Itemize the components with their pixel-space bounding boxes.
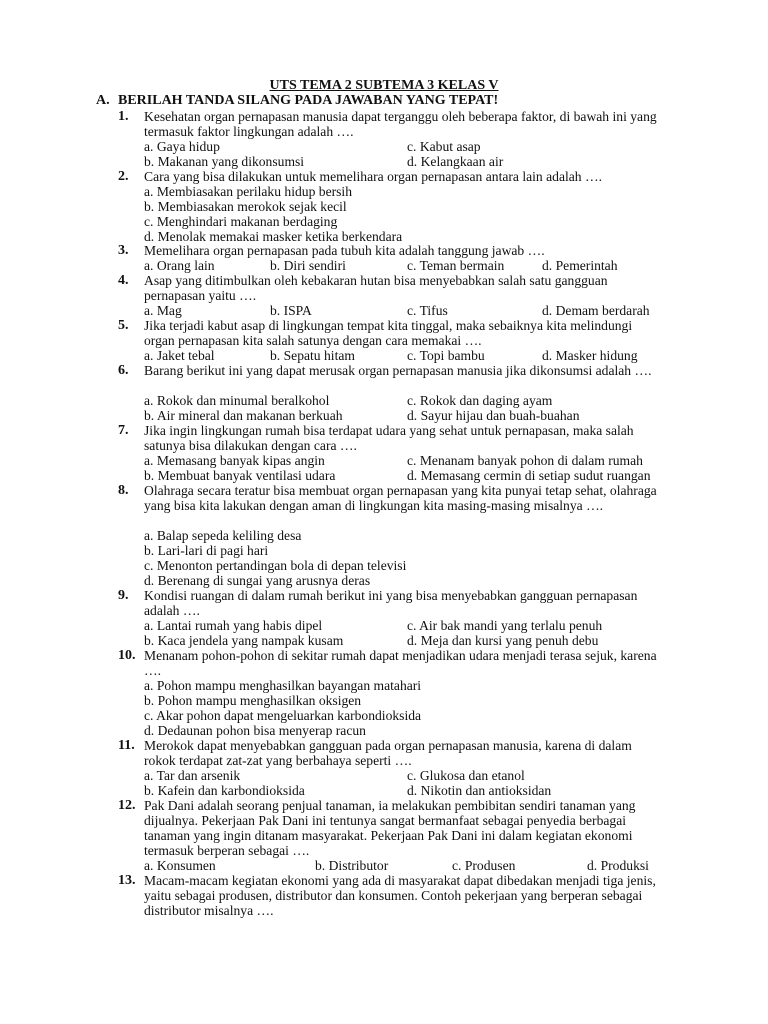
question-text: Cara yang bisa dilakukan untuk memelihara organ pernapasan antara lain adalah …. (144, 169, 602, 184)
answer-option[interactable]: b. Kaca jendela yang nampak kusam (144, 633, 344, 648)
answer-option[interactable]: b. Air mineral dan makanan berkuah (144, 408, 343, 423)
answer-option[interactable]: b. Diri sendiri (270, 258, 346, 273)
answer-option[interactable]: c. Rokok dan daging ayam (407, 393, 553, 408)
answer-option[interactable]: b. Pohon mampu menghasilkan oksigen (144, 693, 362, 708)
answer-option[interactable]: b. Kafein dan karbondioksida (144, 783, 305, 798)
answer-option[interactable]: a. Membiasakan perilaku hidup bersih (144, 184, 353, 199)
answer-option[interactable]: b. Lari-lari di pagi hari (144, 543, 269, 558)
section-letter: A. (96, 93, 110, 108)
question-number: 13. (118, 873, 136, 888)
answer-option[interactable]: d. Kelangkaan air (407, 154, 504, 169)
question-text: Macam-macam kegiatan ekonomi yang ada di masyarakat dapat dibedakan menjadi tiga jenis, yaitu sebagai produsen, distributor dan konsumen. Contoh pekerjaan yang berperan sebagai distributor misalnya …. (144, 873, 656, 918)
section-heading (96, 93, 498, 109)
question-number: 10. (118, 648, 136, 663)
question-number: 6. (118, 363, 129, 378)
question-text: Barang berikut ini yang dapat merusak organ pernapasan manusia jika dikonsumsi adalah …. (144, 363, 652, 378)
answer-option[interactable]: c. Kabut asap (407, 139, 481, 154)
answer-option[interactable]: d. Memasang cermin di setiap sudut ruangan (407, 468, 651, 483)
answer-option[interactable]: c. Glukosa dan etanol (407, 768, 525, 783)
answer-option[interactable]: d. Meja dan kursi yang penuh debu (407, 633, 599, 648)
answer-option[interactable]: c. Air bak mandi yang terlalu penuh (407, 618, 603, 633)
question-number: 7. (118, 423, 129, 438)
answer-option[interactable]: a. Pohon mampu menghasilkan bayangan matahari (144, 678, 422, 693)
answer-option[interactable]: d. Pemerintah (542, 258, 618, 273)
answer-option[interactable]: c. Topi bambu (407, 348, 485, 363)
answer-option[interactable]: a. Memasang banyak kipas angin (144, 453, 325, 468)
answer-option[interactable]: b. Makanan yang dikonsumsi (144, 154, 305, 169)
question-number: 5. (118, 318, 129, 333)
answer-option[interactable]: d. Menolak memakai masker ketika berkendara (144, 229, 403, 244)
question-number: 12. (118, 798, 136, 813)
question-number: 9. (118, 588, 129, 603)
section-label: BERILAH TANDA SILANG PADA JAWABAN YANG TEPAT! (118, 93, 499, 108)
question-text: Pak Dani adalah seorang penjual tanaman, ia melakukan pembibitan sendiri tanaman yang dijualnya. Pekerjaan Pak Dani ini tentunya sangat bermanfaat sebagai penyedia berbagai tanaman yang ingin ditanam masyarakat. Pekerjaan Pak Dani ini dalam kegiatan ekonomi termasuk berperan sebagai …. (144, 798, 636, 858)
question-text: Kondisi ruangan di dalam rumah berikut ini yang bisa menyebabkan gangguan pernapasan adalah …. (144, 588, 638, 618)
question-number: 1. (118, 109, 129, 124)
answer-option[interactable]: a. Lantai rumah yang habis dipel (144, 618, 323, 633)
answer-option[interactable]: c. Akar pohon dapat mengeluarkan karbondioksida (144, 708, 422, 723)
question-number: 8. (118, 483, 129, 498)
answer-option[interactable]: d. Dedaunan pohon bisa menyerap racun (144, 723, 366, 738)
answer-option[interactable]: a. Mag (144, 303, 182, 318)
answer-option[interactable]: a. Rokok dan minumal beralkohol (144, 393, 330, 408)
question-text: Merokok dapat menyebabkan gangguan pada organ pernapasan manusia, karena di dalam rokok terdapat zat-zat yang berbahaya seperti …. (144, 738, 632, 768)
question-number: 11. (118, 738, 135, 753)
answer-option[interactable]: c. Produsen (452, 858, 516, 873)
answer-option[interactable]: c. Tifus (407, 303, 448, 318)
question-text: Asap yang ditimbulkan oleh kebakaran hutan bisa menyebabkan salah satu gangguan pernapasan yaitu …. (144, 273, 608, 303)
answer-option[interactable]: a. Orang lain (144, 258, 215, 273)
answer-option[interactable]: b. Membuat banyak ventilasi udara (144, 468, 336, 483)
answer-option[interactable]: d. Masker hidung (542, 348, 638, 363)
answer-option[interactable]: d. Nikotin dan antioksidan (407, 783, 552, 798)
answer-option[interactable]: c. Menghindari makanan berdaging (144, 214, 338, 229)
answer-option[interactable]: d. Berenang di sungai yang arusnya deras (144, 573, 371, 588)
question-text: Kesehatan organ pernapasan manusia dapat terganggu oleh beberapa faktor, di bawah ini yang termasuk faktor lingkungan adalah …. (144, 109, 657, 139)
answer-option[interactable]: d. Demam berdarah (542, 303, 650, 318)
question-number: 4. (118, 273, 129, 288)
answer-option[interactable]: d. Sayur hijau dan buah-buahan (407, 408, 580, 423)
question-number: 3. (118, 243, 129, 258)
question-text: Olahraga secara teratur bisa membuat organ pernapasan yang kita punyai tetap sehat, olahraga yang bisa kita lakukan dengan aman di lingkungan kita masing-masing misalnya …. (144, 483, 657, 513)
answer-option[interactable]: a. Konsumen (144, 858, 216, 873)
answer-option[interactable]: a. Balap sepeda keliling desa (144, 528, 302, 543)
answer-option[interactable]: b. Sepatu hitam (270, 348, 355, 363)
question-text: Jika terjadi kabut asap di lingkungan tempat kita tinggal, maka sebaiknya kita melindungi organ pernapasan kita salah satunya dengan cara memakai …. (144, 318, 633, 348)
question-number: 2. (118, 169, 129, 184)
answer-option[interactable]: c. Teman bermain (407, 258, 505, 273)
answer-option[interactable]: c. Menanam banyak pohon di dalam rumah (407, 453, 643, 468)
answer-option[interactable]: d. Produksi (587, 858, 649, 873)
answer-option[interactable]: b. Membiasakan merokok sejak kecil (144, 199, 347, 214)
answer-option[interactable]: b. ISPA (270, 303, 312, 318)
question-text: Menanam pohon-pohon di sekitar rumah dapat menjadikan udara menjadi terasa sejuk, karena …. (144, 648, 657, 678)
answer-option[interactable]: a. Gaya hidup (144, 139, 220, 154)
question-text: Jika ingin lingkungan rumah bisa terdapat udara yang sehat untuk pernapasan, maka salah satunya bisa dilakukan dengan cara …. (144, 423, 634, 453)
answer-option[interactable]: a. Tar dan arsenik (144, 768, 241, 783)
answer-option[interactable]: c. Menonton pertandingan bola di depan televisi (144, 558, 407, 573)
answer-option[interactable]: b. Distributor (315, 858, 389, 873)
question-text: Memelihara organ pernapasan pada tubuh kita adalah tanggung jawab …. (144, 243, 545, 258)
document-title: UTS TEMA 2 SUBTEMA 3 KELAS V (269, 78, 499, 93)
answer-option[interactable]: a. Jaket tebal (144, 348, 215, 363)
